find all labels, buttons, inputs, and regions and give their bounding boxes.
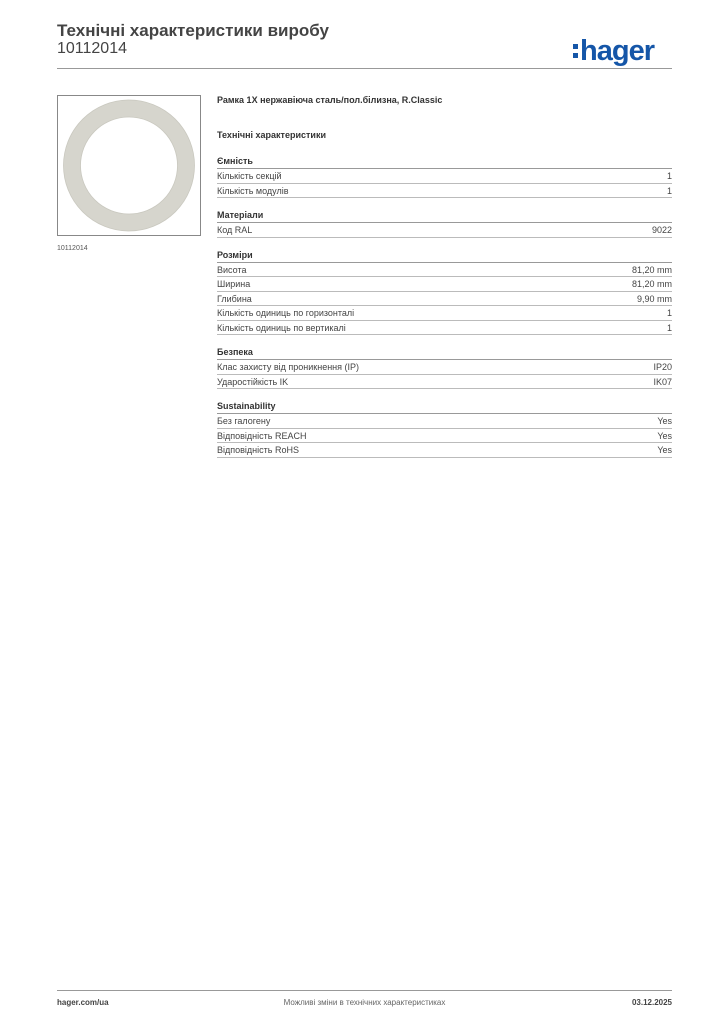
spec-row (217, 375, 672, 390)
frame-ring-image (58, 96, 200, 235)
product-name: Рамка 1X нержавіюча сталь/пол.білизна, R.Classic (217, 95, 443, 105)
section-sustainability (217, 400, 672, 458)
spec-row (217, 223, 672, 238)
spec-label: Висота (217, 264, 247, 275)
footer-website-link[interactable]: hager.com/ua (57, 998, 109, 1007)
spec-label: Кількість секцій (217, 171, 282, 181)
spec-row (217, 360, 672, 375)
spec-row (217, 263, 672, 278)
spec-label: Кількість одиниць по вертикалі (217, 322, 346, 333)
spec-value: Yes (657, 416, 672, 426)
product-image (57, 95, 201, 236)
spec-row (217, 306, 672, 321)
spec-value: 9022 (651, 225, 672, 235)
spec-value: IP20 (653, 362, 672, 372)
spec-row (217, 429, 672, 444)
spec-value: 1 (666, 322, 672, 333)
image-caption: 10112014 (57, 245, 88, 252)
spec-label: Відповідність RoHS (217, 445, 299, 455)
spec-value: 1 (666, 171, 672, 181)
spec-row (217, 321, 672, 336)
section-capacity (217, 155, 672, 198)
spec-label: Кількість одиниць по горизонталі (217, 308, 355, 318)
logo-text: hager (580, 35, 654, 67)
spec-label: Кількість модулів (217, 185, 289, 196)
footer-note: Можливі зміни в технічних характеристиках (283, 998, 446, 1007)
footer-date: 03.12.2025 (631, 998, 672, 1007)
spec-row (217, 277, 672, 292)
spec-content (217, 95, 672, 469)
spec-value: IK07 (653, 376, 672, 387)
spec-value: 81,20 mm (631, 264, 672, 275)
spec-value: 1 (666, 308, 672, 318)
spec-row (217, 414, 672, 429)
section-title: Матеріали (217, 209, 672, 223)
spec-label: Глибина (217, 293, 252, 304)
spec-label: Відповідність REACH (217, 430, 307, 441)
spec-value: Yes (657, 445, 672, 455)
section-dimensions (217, 249, 672, 336)
spec-value: 1 (666, 185, 672, 196)
spec-row (217, 184, 672, 199)
section-title: Розміри (217, 249, 672, 263)
page-header (57, 20, 672, 68)
section-title: Sustainability (217, 400, 672, 414)
section-materials (217, 209, 672, 238)
spec-label: Без галогену (217, 416, 271, 426)
spec-label: Клас захисту від проникнення (IP) (217, 362, 360, 372)
footer-divider (57, 990, 672, 991)
spec-row (217, 292, 672, 307)
section-safety (217, 346, 672, 389)
spec-value: 81,20 mm (631, 279, 672, 289)
hager-logo (573, 36, 654, 66)
spec-value: Yes (657, 430, 672, 441)
section-title: Безпека (217, 346, 672, 360)
article-number: 10112014 (57, 40, 127, 57)
spec-value: 9,90 mm (636, 293, 672, 304)
page-title: Технічні характеристики виробу (57, 21, 329, 40)
section-title: Ємність (217, 155, 672, 169)
spec-label: Код RAL (217, 225, 253, 235)
spec-label: Ширина (217, 279, 251, 289)
specs-heading: Технічні характеристики (217, 130, 326, 140)
spec-row (217, 169, 672, 184)
spec-label: Ударостійкість IK (217, 376, 289, 387)
spec-row (217, 443, 672, 458)
header-divider (57, 68, 672, 69)
logo-dots-icon (573, 44, 578, 58)
